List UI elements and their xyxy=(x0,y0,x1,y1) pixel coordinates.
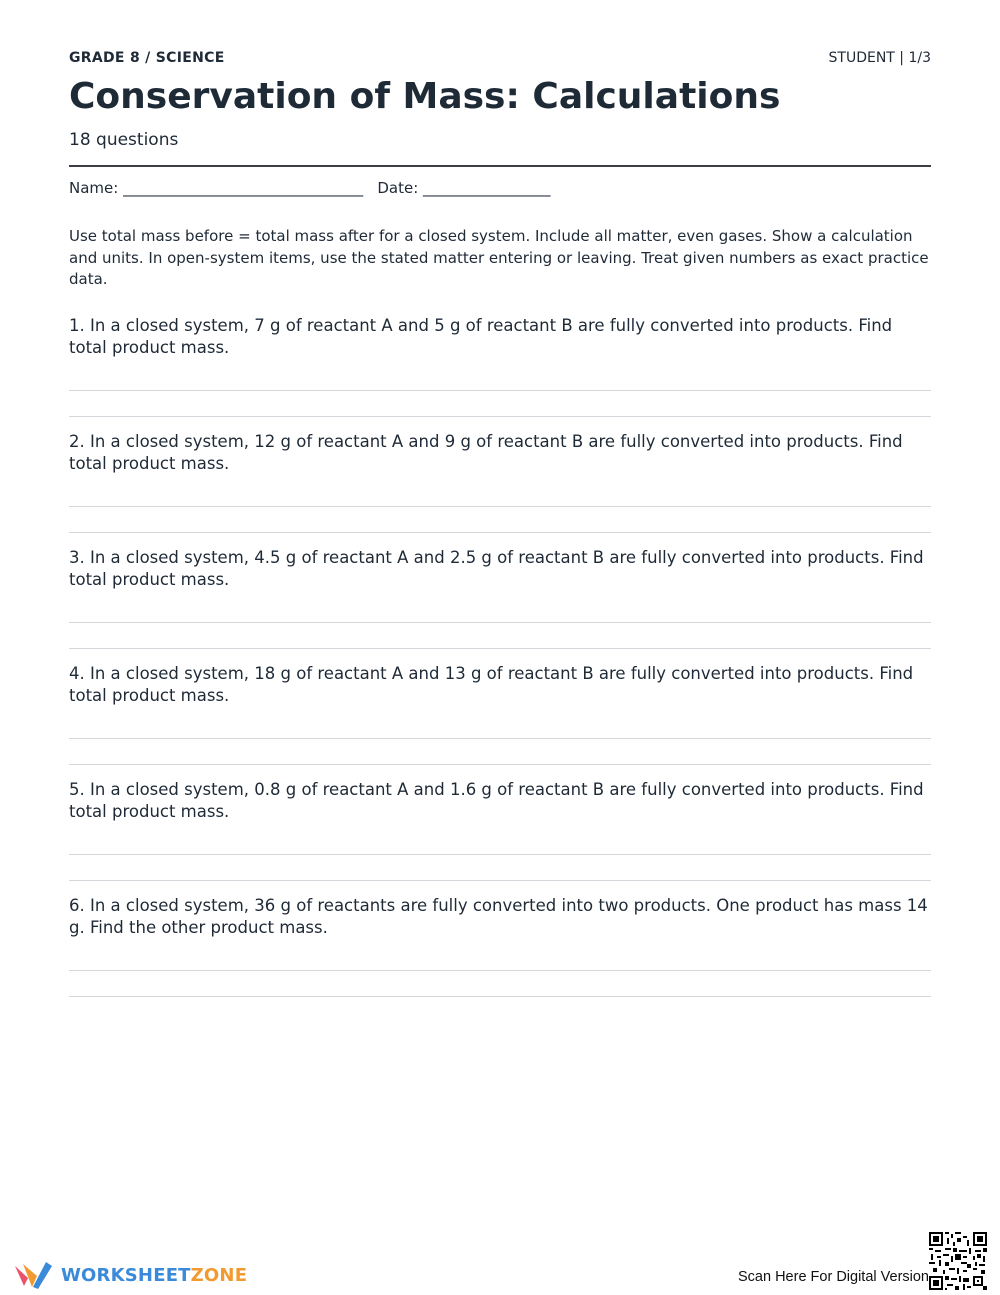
logo-text-zone: ZONE xyxy=(190,1264,248,1286)
name-date-field: Name: ________________________________ Date: _________________ xyxy=(69,179,551,197)
page-header xyxy=(69,50,931,70)
scan-label: Scan Here For Digital Version xyxy=(738,1269,929,1285)
question-item xyxy=(69,430,931,546)
question-text: 5. In a closed system, 0.8 g of reactant A and 1.6 g of reactant B are fully converted into products. Find total product mass. xyxy=(69,780,924,821)
question-text: 4. In a closed system, 18 g of reactant A and 13 g of reactant B are fully converted into products. Find total product mass. xyxy=(69,664,914,705)
instructions: Use total mass before = total mass after for a closed system. Include all matter, even gases. Show a calculation and units. In open-system items, use the stated matter entering or leaving. Treat given numbers as exact practice data. xyxy=(69,227,929,288)
question-text: 6. In a closed system, 36 g of reactants are fully converted into two products. One product has mass 14 g. Find the other product mass. xyxy=(69,896,928,937)
question-text: 3. In a closed system, 4.5 g of reactant A and 2.5 g of reactant B are fully converted into products. Find total product mass. xyxy=(69,548,924,589)
grade-subject-label: GRADE 8 / SCIENCE xyxy=(69,50,225,66)
question-item xyxy=(69,894,931,1010)
answer-line[interactable] xyxy=(69,416,931,417)
answer-line[interactable] xyxy=(69,648,931,649)
answer-line[interactable] xyxy=(69,506,931,507)
page-title: Conservation of Mass: Calculations xyxy=(69,76,781,117)
question-item xyxy=(69,778,931,894)
question-item xyxy=(69,314,931,430)
question-text: 2. In a closed system, 12 g of reactant A and 9 g of reactant B are fully converted into products. Find total product mass. xyxy=(69,432,903,473)
answer-line[interactable] xyxy=(69,970,931,971)
answer-line[interactable] xyxy=(69,738,931,739)
header-divider xyxy=(69,165,931,167)
answer-line[interactable] xyxy=(69,390,931,391)
worksheetzone-logo-icon xyxy=(13,1260,55,1290)
question-list xyxy=(69,314,931,1010)
answer-line[interactable] xyxy=(69,880,931,881)
answer-line[interactable] xyxy=(69,854,931,855)
answer-line[interactable] xyxy=(69,764,931,765)
question-item xyxy=(69,546,931,662)
question-count: 18 questions xyxy=(69,130,179,150)
question-item xyxy=(69,662,931,778)
qr-code-icon[interactable] xyxy=(929,1232,987,1290)
logo-text-worksheet: WORKSHEET xyxy=(61,1264,191,1286)
question-text: 1. In a closed system, 7 g of reactant A and 5 g of reactant B are fully converted into products. Find total product mass. xyxy=(69,316,893,357)
answer-line[interactable] xyxy=(69,532,931,533)
worksheetzone-logo[interactable] xyxy=(13,1259,247,1291)
answer-line[interactable] xyxy=(69,996,931,997)
student-page-label: STUDENT | 1/3 xyxy=(828,50,931,66)
answer-line[interactable] xyxy=(69,622,931,623)
